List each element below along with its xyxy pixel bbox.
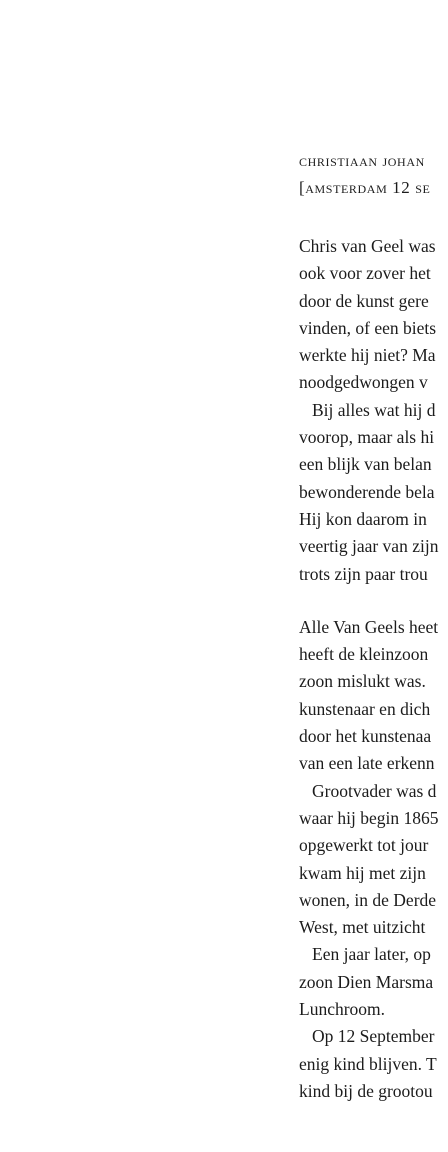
- text-line: Chris van Geel was: [299, 236, 436, 256]
- text-line: ook voor zover het: [299, 263, 431, 284]
- paragraph-section-2: [299, 614, 448, 1105]
- text-line: kwam hij met zijn: [299, 862, 426, 883]
- section-spacer: [299, 588, 448, 614]
- text-column: [299, 147, 448, 1105]
- text-line: Op 12 September: [312, 1026, 435, 1047]
- text-line: kind bij de grootou: [299, 1080, 433, 1101]
- text-line: Grootvader was d: [312, 780, 437, 801]
- text-line: vinden, of een biets: [299, 317, 437, 338]
- text-line: Hij kon daarom in: [299, 508, 427, 529]
- text-line: van een late erkenn: [299, 753, 435, 774]
- text-line: opgewerkt tot jour: [299, 835, 429, 856]
- text-line: West, met uitzicht: [299, 917, 426, 938]
- text-line: veertig jaar van zijn: [299, 536, 439, 557]
- heading-place-date-line: [amsterdam 12 se: [299, 178, 431, 197]
- text-line: waar hij begin 1865: [299, 807, 439, 828]
- text-line: wonen, in de Derde: [299, 889, 437, 910]
- text-line: Bij alles wat hij d: [312, 399, 436, 420]
- text-line: een blijk van belan: [299, 454, 432, 475]
- text-line: Alle Van Geels heet: [299, 616, 439, 637]
- text-line: trots zijn paar trou: [299, 563, 428, 584]
- text-line: zoon Dien Marsma: [299, 971, 434, 992]
- text-line: door het kunstenaa: [299, 726, 432, 747]
- text-line: Lunchroom.: [299, 999, 386, 1020]
- text-line: enig kind blijven. T: [299, 1053, 437, 1074]
- chapter-heading: [299, 147, 448, 201]
- text-line: Een jaar later, op: [312, 944, 431, 965]
- text-line: voorop, maar als hi: [299, 427, 435, 448]
- heading-name-line: christiaan johan: [299, 151, 425, 170]
- paragraph-section-1: [299, 233, 448, 588]
- text-line: werkte hij niet? Ma: [299, 345, 436, 366]
- text-line: door de kunst gere: [299, 290, 429, 311]
- text-line: heeft de kleinzoon: [299, 644, 429, 665]
- text-line: noodgedwongen v: [299, 372, 428, 393]
- text-line: zoon mislukt was.: [299, 671, 426, 692]
- text-line: bewonderende bela: [299, 481, 435, 502]
- text-line: kunstenaar en dich: [299, 698, 431, 719]
- heading-spacer: [299, 201, 448, 233]
